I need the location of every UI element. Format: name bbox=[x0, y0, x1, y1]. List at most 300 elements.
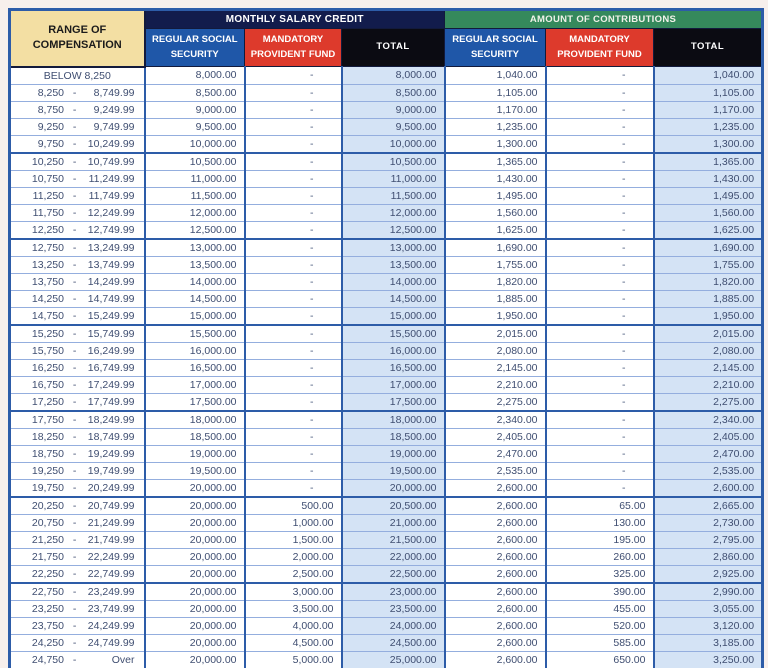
range-cell bbox=[10, 497, 145, 515]
contrib-total-cell: 1,300.00 bbox=[654, 135, 763, 153]
range-dash: - bbox=[72, 103, 77, 116]
msc-total-cell: 11,000.00 bbox=[342, 170, 445, 187]
contrib-total-cell: 2,665.00 bbox=[654, 497, 763, 515]
range-high: 15,749.99 bbox=[87, 327, 135, 340]
contrib-regular-social-security-cell: 2,145.00 bbox=[445, 359, 546, 376]
range-high: 23,249.99 bbox=[87, 585, 135, 598]
msc-regular-social-security-header: REGULAR SOCIAL SECURITY bbox=[145, 29, 245, 67]
msc-total-cell: 15,000.00 bbox=[342, 307, 445, 325]
msc-mandatory-provident-fund-cell: - bbox=[245, 462, 342, 479]
range-high: 9,249.99 bbox=[93, 103, 135, 116]
msc-total-cell: 18,500.00 bbox=[342, 428, 445, 445]
range-low: 23,750 bbox=[31, 619, 64, 632]
range-cell bbox=[10, 135, 145, 153]
msc-mandatory-provident-fund-cell: - bbox=[245, 256, 342, 273]
contrib-total-cell: 1,235.00 bbox=[654, 118, 763, 135]
range-cell bbox=[10, 307, 145, 325]
range-high: 16,249.99 bbox=[87, 344, 135, 357]
range-low: 20,750 bbox=[31, 516, 64, 529]
contrib-regular-social-security-cell: 2,600.00 bbox=[445, 617, 546, 634]
range-dash: - bbox=[72, 395, 77, 408]
contrib-total-cell: 1,625.00 bbox=[654, 221, 763, 239]
msc-total-cell: 12,500.00 bbox=[342, 221, 445, 239]
msc-regular-social-security-cell: 20,000.00 bbox=[145, 548, 245, 565]
range-high: 13,749.99 bbox=[87, 258, 135, 271]
range-cell bbox=[10, 428, 145, 445]
contrib-total-cell: 2,210.00 bbox=[654, 376, 763, 393]
contrib-mandatory-provident-fund-cell: 585.00 bbox=[546, 634, 654, 651]
table-row bbox=[10, 565, 763, 583]
range-low: 9,250 bbox=[37, 120, 64, 133]
range-low: 14,250 bbox=[31, 292, 64, 305]
table-body bbox=[10, 67, 763, 668]
msc-mandatory-provident-fund-cell: - bbox=[245, 393, 342, 411]
range-low: 21,750 bbox=[31, 550, 64, 563]
range-dash: - bbox=[72, 206, 77, 219]
contrib-mandatory-provident-fund-cell: - bbox=[546, 273, 654, 290]
msc-mandatory-provident-fund-cell: - bbox=[245, 221, 342, 239]
msc-regular-social-security-cell: 18,500.00 bbox=[145, 428, 245, 445]
table-row bbox=[10, 428, 763, 445]
range-low: 23,250 bbox=[31, 602, 64, 615]
contrib-regular-social-security-cell: 2,600.00 bbox=[445, 600, 546, 617]
msc-regular-social-security-cell: 17,000.00 bbox=[145, 376, 245, 393]
msc-regular-social-security-cell: 20,000.00 bbox=[145, 497, 245, 515]
msc-total-cell: 17,500.00 bbox=[342, 393, 445, 411]
msc-total-cell: 10,500.00 bbox=[342, 153, 445, 171]
msc-regular-social-security-cell: 19,500.00 bbox=[145, 462, 245, 479]
range-cell bbox=[10, 617, 145, 634]
range-cell bbox=[10, 376, 145, 393]
range-low: 11,750 bbox=[32, 206, 64, 219]
contrib-total-cell: 1,690.00 bbox=[654, 239, 763, 257]
contrib-total-cell: 3,250.00 bbox=[654, 651, 763, 668]
contrib-mandatory-provident-fund-cell: - bbox=[546, 187, 654, 204]
table-row bbox=[10, 359, 763, 376]
table-row bbox=[10, 101, 763, 118]
contrib-regular-social-security-cell: 2,600.00 bbox=[445, 479, 546, 497]
msc-regular-social-security-cell: 15,500.00 bbox=[145, 325, 245, 343]
range-high: 11,249.99 bbox=[88, 172, 135, 185]
contrib-total-cell: 1,495.00 bbox=[654, 187, 763, 204]
sss-contribution-table bbox=[8, 8, 764, 668]
range-dash: - bbox=[72, 86, 77, 99]
contrib-regular-social-security-cell: 2,600.00 bbox=[445, 565, 546, 583]
range-low: 11,250 bbox=[32, 189, 64, 202]
range-cell bbox=[10, 462, 145, 479]
contrib-regular-social-security-cell: 2,600.00 bbox=[445, 634, 546, 651]
range-dash: - bbox=[72, 447, 77, 460]
msc-total-cell: 12,000.00 bbox=[342, 204, 445, 221]
range-cell bbox=[10, 204, 145, 221]
contrib-regular-social-security-cell: 2,470.00 bbox=[445, 445, 546, 462]
contrib-mandatory-provident-fund-cell: - bbox=[546, 325, 654, 343]
contrib-total-cell: 1,885.00 bbox=[654, 290, 763, 307]
range-dash: - bbox=[72, 481, 77, 494]
msc-total-cell: 9,500.00 bbox=[342, 118, 445, 135]
contrib-regular-social-security-cell: 1,300.00 bbox=[445, 135, 546, 153]
msc-regular-social-security-cell: 9,000.00 bbox=[145, 101, 245, 118]
msc-regular-social-security-cell: 14,500.00 bbox=[145, 290, 245, 307]
msc-mandatory-provident-fund-cell: - bbox=[245, 376, 342, 393]
range-low: 10,250 bbox=[31, 155, 64, 168]
range-high: 22,249.99 bbox=[87, 550, 135, 563]
range-cell bbox=[10, 445, 145, 462]
contrib-mandatory-provident-fund-cell: - bbox=[546, 101, 654, 118]
range-low: 13,250 bbox=[31, 258, 64, 271]
range-low: 19,750 bbox=[31, 481, 64, 494]
table-row bbox=[10, 187, 763, 204]
msc-regular-social-security-cell: 16,000.00 bbox=[145, 342, 245, 359]
msc-total-header: TOTAL bbox=[342, 29, 445, 67]
contrib-mandatory-provident-fund-cell: - bbox=[546, 204, 654, 221]
contrib-mandatory-provident-fund-cell: - bbox=[546, 221, 654, 239]
table-row bbox=[10, 651, 763, 668]
msc-total-cell: 9,000.00 bbox=[342, 101, 445, 118]
range-dash: - bbox=[72, 309, 77, 322]
msc-mandatory-provident-fund-cell: - bbox=[245, 479, 342, 497]
table-row bbox=[10, 239, 763, 257]
msc-mandatory-provident-fund-cell: - bbox=[245, 153, 342, 171]
range-low: 8,250 bbox=[37, 86, 64, 99]
contrib-regular-social-security-header: REGULAR SOCIAL SECURITY bbox=[445, 29, 546, 67]
contrib-mandatory-provident-fund-cell: - bbox=[546, 462, 654, 479]
contrib-regular-social-security-cell: 1,690.00 bbox=[445, 239, 546, 257]
range-high: 17,249.99 bbox=[87, 378, 135, 391]
msc-mandatory-provident-fund-cell: - bbox=[245, 290, 342, 307]
msc-mandatory-provident-fund-cell: 4,500.00 bbox=[245, 634, 342, 651]
range-cell: BELOW 8,250 bbox=[10, 67, 145, 85]
range-low: 22,250 bbox=[31, 567, 64, 580]
msc-total-cell: 24,000.00 bbox=[342, 617, 445, 634]
msc-regular-social-security-cell: 17,500.00 bbox=[145, 393, 245, 411]
table-row bbox=[10, 256, 763, 273]
msc-mandatory-provident-fund-cell: - bbox=[245, 135, 342, 153]
msc-mandatory-provident-fund-cell: 500.00 bbox=[245, 497, 342, 515]
table-row bbox=[10, 617, 763, 634]
msc-total-cell: 20,000.00 bbox=[342, 479, 445, 497]
msc-regular-social-security-cell: 20,000.00 bbox=[145, 651, 245, 668]
range-cell bbox=[10, 583, 145, 601]
msc-total-cell: 14,500.00 bbox=[342, 290, 445, 307]
contrib-regular-social-security-cell: 2,600.00 bbox=[445, 583, 546, 601]
contrib-regular-social-security-cell: 1,885.00 bbox=[445, 290, 546, 307]
msc-regular-social-security-cell: 20,000.00 bbox=[145, 617, 245, 634]
range-low: 20,250 bbox=[31, 499, 64, 512]
contrib-mandatory-provident-fund-cell: - bbox=[546, 67, 654, 85]
range-cell bbox=[10, 393, 145, 411]
range-high: 12,249.99 bbox=[87, 206, 135, 219]
msc-mandatory-provident-fund-cell: 4,000.00 bbox=[245, 617, 342, 634]
table-row bbox=[10, 135, 763, 153]
msc-total-cell: 16,000.00 bbox=[342, 342, 445, 359]
contrib-total-cell: 2,535.00 bbox=[654, 462, 763, 479]
contrib-regular-social-security-cell: 2,210.00 bbox=[445, 376, 546, 393]
contrib-regular-social-security-cell: 2,340.00 bbox=[445, 411, 546, 429]
contrib-regular-social-security-cell: 1,235.00 bbox=[445, 118, 546, 135]
contrib-total-cell: 2,340.00 bbox=[654, 411, 763, 429]
msc-total-cell: 17,000.00 bbox=[342, 376, 445, 393]
msc-mandatory-provident-fund-cell: 2,000.00 bbox=[245, 548, 342, 565]
msc-regular-social-security-cell: 20,000.00 bbox=[145, 600, 245, 617]
contrib-mandatory-provident-fund-cell: 390.00 bbox=[546, 583, 654, 601]
contrib-total-cell: 2,470.00 bbox=[654, 445, 763, 462]
table-row bbox=[10, 342, 763, 359]
contrib-total-cell: 2,275.00 bbox=[654, 393, 763, 411]
table-row bbox=[10, 153, 763, 171]
msc-regular-social-security-cell: 15,000.00 bbox=[145, 307, 245, 325]
contrib-total-cell: 3,055.00 bbox=[654, 600, 763, 617]
range-cell bbox=[10, 170, 145, 187]
table-row bbox=[10, 307, 763, 325]
contrib-mandatory-provident-fund-cell: 325.00 bbox=[546, 565, 654, 583]
range-dash: - bbox=[72, 567, 77, 580]
contrib-mandatory-provident-fund-cell: - bbox=[546, 170, 654, 187]
contrib-mandatory-provident-fund-cell: 65.00 bbox=[546, 497, 654, 515]
range-dash: - bbox=[72, 378, 77, 391]
contrib-total-cell: 2,600.00 bbox=[654, 479, 763, 497]
amount-of-contributions-group-header: AMOUNT OF CONTRIBUTIONS bbox=[445, 10, 763, 29]
msc-regular-social-security-cell: 14,000.00 bbox=[145, 273, 245, 290]
range-high: 19,749.99 bbox=[87, 464, 135, 477]
range-high: 10,749.99 bbox=[87, 155, 135, 168]
range-cell bbox=[10, 118, 145, 135]
range-dash: - bbox=[72, 636, 77, 649]
range-cell bbox=[10, 548, 145, 565]
contrib-total-cell: 1,950.00 bbox=[654, 307, 763, 325]
contrib-mandatory-provident-fund-header: MANDATORY PROVIDENT FUND bbox=[546, 29, 654, 67]
range-cell bbox=[10, 256, 145, 273]
table-row bbox=[10, 376, 763, 393]
range-dash: - bbox=[72, 189, 77, 202]
msc-mandatory-provident-fund-cell: - bbox=[245, 428, 342, 445]
contrib-regular-social-security-cell: 1,105.00 bbox=[445, 84, 546, 101]
msc-regular-social-security-cell: 9,500.00 bbox=[145, 118, 245, 135]
msc-total-cell: 10,000.00 bbox=[342, 135, 445, 153]
range-of-compensation-header: RANGE OF COMPENSATION bbox=[10, 10, 145, 67]
contrib-mandatory-provident-fund-cell: 455.00 bbox=[546, 600, 654, 617]
contrib-mandatory-provident-fund-cell: - bbox=[546, 307, 654, 325]
msc-total-cell: 16,500.00 bbox=[342, 359, 445, 376]
contrib-mandatory-provident-fund-cell: - bbox=[546, 84, 654, 101]
contrib-mandatory-provident-fund-cell: - bbox=[546, 479, 654, 497]
contrib-total-cell: 2,925.00 bbox=[654, 565, 763, 583]
range-high: 19,249.99 bbox=[87, 447, 135, 460]
range-dash: - bbox=[72, 137, 77, 150]
msc-mandatory-provident-fund-cell: 2,500.00 bbox=[245, 565, 342, 583]
table-row bbox=[10, 325, 763, 343]
range-high: 18,749.99 bbox=[87, 430, 135, 443]
contrib-mandatory-provident-fund-cell: - bbox=[546, 428, 654, 445]
contrib-total-cell: 1,170.00 bbox=[654, 101, 763, 118]
table-row bbox=[10, 84, 763, 101]
contrib-mandatory-provident-fund-cell: - bbox=[546, 256, 654, 273]
msc-mandatory-provident-fund-cell: - bbox=[245, 204, 342, 221]
range-low: 18,750 bbox=[31, 447, 64, 460]
range-high: 8,749.99 bbox=[93, 86, 135, 99]
range-high: 21,749.99 bbox=[87, 533, 135, 546]
table-row bbox=[10, 548, 763, 565]
range-high: 18,249.99 bbox=[87, 413, 135, 426]
msc-mandatory-provident-fund-cell: - bbox=[245, 411, 342, 429]
msc-mandatory-provident-fund-cell: - bbox=[245, 67, 342, 85]
range-dash: - bbox=[72, 361, 77, 374]
monthly-salary-credit-group-header: MONTHLY SALARY CREDIT bbox=[145, 10, 445, 29]
range-cell bbox=[10, 342, 145, 359]
contrib-regular-social-security-cell: 2,405.00 bbox=[445, 428, 546, 445]
range-high: 14,749.99 bbox=[87, 292, 135, 305]
range-low: 17,750 bbox=[31, 413, 64, 426]
msc-regular-social-security-cell: 10,000.00 bbox=[145, 135, 245, 153]
range-dash: - bbox=[72, 258, 77, 271]
contrib-total-cell: 3,120.00 bbox=[654, 617, 763, 634]
range-dash: - bbox=[72, 533, 77, 546]
range-cell bbox=[10, 290, 145, 307]
range-low: 9,750 bbox=[37, 137, 64, 150]
table-row bbox=[10, 204, 763, 221]
contrib-total-cell: 1,430.00 bbox=[654, 170, 763, 187]
msc-regular-social-security-cell: 20,000.00 bbox=[145, 514, 245, 531]
range-low: 16,250 bbox=[31, 361, 64, 374]
range-dash: - bbox=[72, 275, 77, 288]
range-low: 19,250 bbox=[31, 464, 64, 477]
msc-regular-social-security-cell: 8,500.00 bbox=[145, 84, 245, 101]
range-high: 13,249.99 bbox=[87, 241, 135, 254]
table-row bbox=[10, 583, 763, 601]
msc-mandatory-provident-fund-cell: - bbox=[245, 187, 342, 204]
msc-regular-social-security-cell: 13,000.00 bbox=[145, 239, 245, 257]
contrib-total-cell: 2,145.00 bbox=[654, 359, 763, 376]
range-dash: - bbox=[72, 619, 77, 632]
range-low: 10,750 bbox=[31, 172, 64, 185]
msc-mandatory-provident-fund-cell: - bbox=[245, 101, 342, 118]
range-dash: - bbox=[72, 430, 77, 443]
contrib-regular-social-security-cell: 2,600.00 bbox=[445, 531, 546, 548]
range-low: 24,750 bbox=[31, 653, 64, 666]
contrib-total-cell: 2,015.00 bbox=[654, 325, 763, 343]
contrib-mandatory-provident-fund-cell: - bbox=[546, 342, 654, 359]
range-low: 13,750 bbox=[31, 275, 64, 288]
range-dash: - bbox=[72, 223, 77, 236]
msc-total-cell: 19,000.00 bbox=[342, 445, 445, 462]
msc-regular-social-security-cell: 19,000.00 bbox=[145, 445, 245, 462]
range-high: 11,749.99 bbox=[88, 189, 135, 202]
range-low: 14,750 bbox=[31, 309, 64, 322]
contrib-total-cell: 1,755.00 bbox=[654, 256, 763, 273]
contrib-regular-social-security-cell: 2,535.00 bbox=[445, 462, 546, 479]
contrib-mandatory-provident-fund-cell: - bbox=[546, 376, 654, 393]
contrib-mandatory-provident-fund-cell: 650.00 bbox=[546, 651, 654, 668]
range-dash: - bbox=[72, 464, 77, 477]
contrib-mandatory-provident-fund-cell: - bbox=[546, 393, 654, 411]
range-high: 20,249.99 bbox=[87, 481, 135, 494]
range-dash: - bbox=[72, 241, 77, 254]
contrib-regular-social-security-cell: 2,600.00 bbox=[445, 548, 546, 565]
contrib-mandatory-provident-fund-cell: - bbox=[546, 239, 654, 257]
msc-mandatory-provident-fund-cell: - bbox=[245, 342, 342, 359]
range-low: 24,250 bbox=[31, 636, 64, 649]
range-low: 8,750 bbox=[37, 103, 64, 116]
msc-total-cell: 25,000.00 bbox=[342, 651, 445, 668]
table-row bbox=[10, 290, 763, 307]
range-dash: - bbox=[72, 155, 77, 168]
range-cell bbox=[10, 565, 145, 583]
contrib-regular-social-security-cell: 1,430.00 bbox=[445, 170, 546, 187]
contrib-regular-social-security-cell: 1,755.00 bbox=[445, 256, 546, 273]
range-high: 24,749.99 bbox=[87, 636, 135, 649]
msc-regular-social-security-cell: 20,000.00 bbox=[145, 531, 245, 548]
msc-regular-social-security-cell: 8,000.00 bbox=[145, 67, 245, 85]
contrib-regular-social-security-cell: 1,040.00 bbox=[445, 67, 546, 85]
table-row bbox=[10, 273, 763, 290]
msc-mandatory-provident-fund-cell: - bbox=[245, 325, 342, 343]
msc-regular-social-security-cell: 13,500.00 bbox=[145, 256, 245, 273]
range-low: 12,250 bbox=[31, 223, 64, 236]
msc-mandatory-provident-fund-cell: 1,500.00 bbox=[245, 531, 342, 548]
msc-regular-social-security-cell: 12,500.00 bbox=[145, 221, 245, 239]
range-high: 22,749.99 bbox=[87, 567, 135, 580]
range-cell bbox=[10, 325, 145, 343]
range-low: 18,250 bbox=[31, 430, 64, 443]
range-dash: - bbox=[72, 585, 77, 598]
msc-total-cell: 22,500.00 bbox=[342, 565, 445, 583]
contrib-regular-social-security-cell: 2,275.00 bbox=[445, 393, 546, 411]
contrib-total-cell: 1,560.00 bbox=[654, 204, 763, 221]
msc-regular-social-security-cell: 10,500.00 bbox=[145, 153, 245, 171]
contrib-total-header: TOTAL bbox=[654, 29, 763, 67]
msc-total-cell: 22,000.00 bbox=[342, 548, 445, 565]
range-high: 23,749.99 bbox=[87, 602, 135, 615]
range-high: 21,249.99 bbox=[87, 516, 135, 529]
msc-mandatory-provident-fund-cell: 3,500.00 bbox=[245, 600, 342, 617]
msc-total-cell: 15,500.00 bbox=[342, 325, 445, 343]
contrib-regular-social-security-cell: 2,080.00 bbox=[445, 342, 546, 359]
msc-regular-social-security-cell: 20,000.00 bbox=[145, 479, 245, 497]
range-cell bbox=[10, 514, 145, 531]
table-row bbox=[10, 393, 763, 411]
range-cell bbox=[10, 84, 145, 101]
msc-total-cell: 13,500.00 bbox=[342, 256, 445, 273]
range-low: 15,750 bbox=[31, 344, 64, 357]
contrib-total-cell: 1,820.00 bbox=[654, 273, 763, 290]
range-cell bbox=[10, 187, 145, 204]
msc-total-cell: 13,000.00 bbox=[342, 239, 445, 257]
contrib-regular-social-security-cell: 1,365.00 bbox=[445, 153, 546, 171]
contrib-total-cell: 2,795.00 bbox=[654, 531, 763, 548]
msc-total-cell: 18,000.00 bbox=[342, 411, 445, 429]
range-dash: - bbox=[72, 413, 77, 426]
range-low: 21,250 bbox=[31, 533, 64, 546]
msc-total-cell: 21,000.00 bbox=[342, 514, 445, 531]
contrib-regular-social-security-cell: 2,600.00 bbox=[445, 514, 546, 531]
range-high: 24,249.99 bbox=[87, 619, 135, 632]
contrib-total-cell: 2,730.00 bbox=[654, 514, 763, 531]
range-dash: - bbox=[72, 602, 77, 615]
range-high: 10,249.99 bbox=[87, 137, 135, 150]
contrib-total-cell: 2,860.00 bbox=[654, 548, 763, 565]
msc-total-cell: 23,000.00 bbox=[342, 583, 445, 601]
table-header bbox=[10, 10, 763, 67]
range-low: 15,250 bbox=[31, 327, 64, 340]
range-low: 16,750 bbox=[31, 378, 64, 391]
range-dash: - bbox=[72, 292, 77, 305]
msc-mandatory-provident-fund-cell: - bbox=[245, 445, 342, 462]
range-high: 20,749.99 bbox=[87, 499, 135, 512]
range-cell bbox=[10, 600, 145, 617]
contrib-mandatory-provident-fund-cell: - bbox=[546, 445, 654, 462]
range-dash: - bbox=[72, 653, 77, 666]
range-high: Over bbox=[111, 653, 135, 666]
